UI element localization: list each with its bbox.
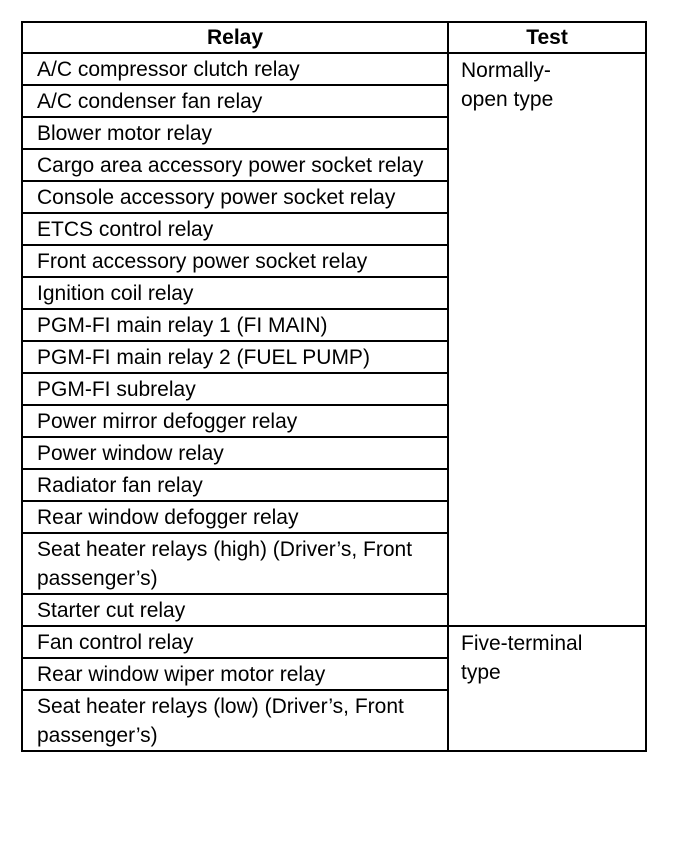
relay-name-cell: A/C compressor clutch relay	[22, 53, 448, 85]
relay-name-cell: Seat heater relays (high) (Driver’s, Front passenger’s)	[22, 533, 448, 594]
test-column-header: Test	[448, 22, 646, 53]
relay-name-cell: Power window relay	[22, 437, 448, 469]
relay-table-body	[22, 53, 646, 751]
relay-test-table	[21, 21, 647, 752]
relay-name-cell: PGM-FI main relay 1 (FI MAIN)	[22, 309, 448, 341]
header-row	[22, 22, 646, 53]
relay-name-cell: Ignition coil relay	[22, 277, 448, 309]
relay-name-cell: Rear window wiper motor relay	[22, 658, 448, 690]
relay-name-cell: PGM-FI subrelay	[22, 373, 448, 405]
relay-name-cell: Cargo area accessory power socket relay	[22, 149, 448, 181]
test-type-cell: Normally- open type	[448, 53, 646, 626]
test-type-cell: Five-terminal type	[448, 626, 646, 751]
relay-name-cell: Seat heater relays (low) (Driver’s, Front passenger’s)	[22, 690, 448, 751]
relay-name-cell: Rear window defogger relay	[22, 501, 448, 533]
relay-column-header: Relay	[22, 22, 448, 53]
table-row	[22, 53, 646, 85]
relay-name-cell: Front accessory power socket relay	[22, 245, 448, 277]
relay-name-cell: Starter cut relay	[22, 594, 448, 626]
relay-name-cell: Fan control relay	[22, 626, 448, 658]
relay-name-cell: Blower motor relay	[22, 117, 448, 149]
relay-name-cell: Radiator fan relay	[22, 469, 448, 501]
relay-name-cell: PGM-FI main relay 2 (FUEL PUMP)	[22, 341, 448, 373]
relay-name-cell: A/C condenser fan relay	[22, 85, 448, 117]
relay-name-cell: Console accessory power socket relay	[22, 181, 448, 213]
relay-name-cell: Power mirror defogger relay	[22, 405, 448, 437]
table-row	[22, 626, 646, 658]
relay-name-cell: ETCS control relay	[22, 213, 448, 245]
